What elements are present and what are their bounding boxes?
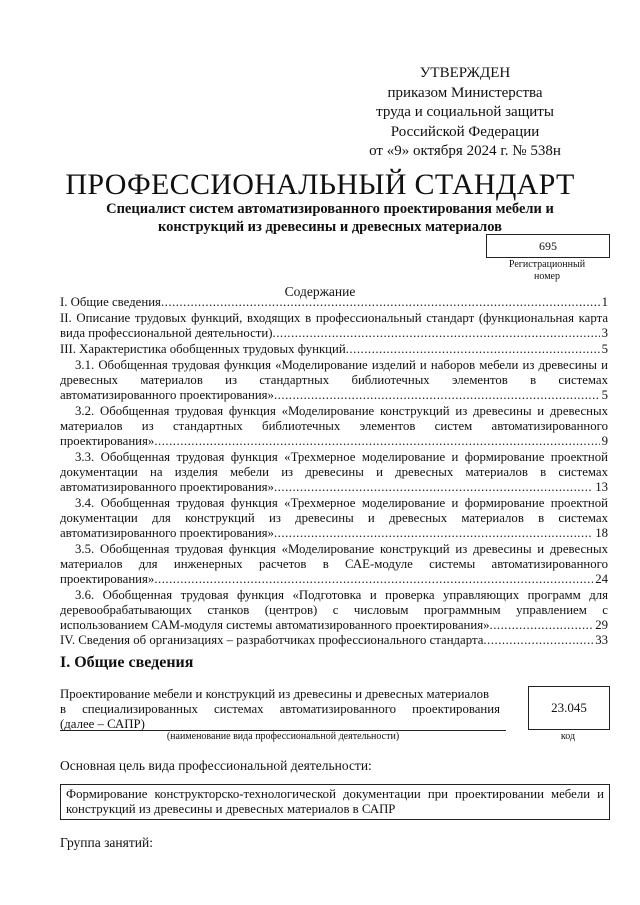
toc-entry-title[interactable]: документации для конструкций из древесины и древесных материалов в системах bbox=[60, 511, 608, 525]
toc-entry-title[interactable]: материалов для инженерных расчетов в САЕ-модуле системы автоматизированного bbox=[60, 557, 608, 571]
toc-entry-title: автоматизированного проектирования» bbox=[60, 480, 274, 494]
toc-entry-title: I. Общие сведения bbox=[60, 295, 161, 309]
toc-page-number: 1 bbox=[601, 295, 608, 309]
toc-entry[interactable] bbox=[60, 526, 608, 541]
toc-page-number: 29 bbox=[595, 618, 608, 632]
toc-entry[interactable] bbox=[60, 633, 608, 648]
toc-entry-title[interactable]: 3.4. Обобщенная трудовая функция «Трехмерное моделирование и формирование проектной bbox=[75, 496, 608, 510]
toc-leader bbox=[274, 480, 593, 495]
toc-entry-title: проектирования» bbox=[60, 572, 155, 586]
toc-entry-title: автоматизированного проектирования» bbox=[60, 526, 274, 540]
toc-leader bbox=[346, 342, 600, 357]
toc-entry-title: IV. Сведения об организациях – разработчиках профессионального стандарта bbox=[60, 633, 484, 647]
toc-leader bbox=[274, 388, 600, 403]
toc-page-number: 33 bbox=[595, 633, 608, 647]
document-title: ПРОФЕССИОНАЛЬНЫЙ СТАНДАРТ bbox=[65, 168, 575, 201]
toc-entry[interactable] bbox=[60, 295, 608, 310]
toc-page-number: 13 bbox=[595, 480, 608, 494]
approval-line: приказом Министерства bbox=[387, 84, 543, 101]
toc-leader bbox=[274, 526, 593, 541]
toc-entry[interactable] bbox=[60, 480, 608, 495]
goal-text bbox=[66, 787, 604, 817]
toc-entry-title: III. Характеристика обобщенных трудовых функций bbox=[60, 342, 346, 356]
toc-page-number: 5 bbox=[601, 388, 608, 402]
toc-page-number: 24 bbox=[595, 572, 608, 586]
registration-label-line: номер bbox=[534, 271, 560, 282]
code-caption: код bbox=[560, 731, 576, 742]
toc-entry-title: проектирования» bbox=[60, 434, 155, 448]
toc-entry[interactable] bbox=[60, 326, 608, 341]
toc-entry-title: вида профессиональной деятельности) bbox=[60, 326, 273, 340]
toc-page-number: 18 bbox=[595, 526, 608, 540]
registration-label-line: Регистрационный bbox=[508, 259, 586, 270]
toc-entry-title: использованием САМ-модуля системы автоматизированного проектирования» bbox=[60, 618, 490, 632]
approval-title: УТВЕРЖДЕН bbox=[419, 65, 511, 81]
occupation-line: (далее – САПР) bbox=[60, 717, 145, 731]
toc-entry-title: автоматизированного проектирования» bbox=[60, 388, 274, 402]
approval-date: от «9» октября 2024 г. № 538н bbox=[369, 143, 561, 159]
toc-entry[interactable] bbox=[60, 618, 608, 633]
registration-number-label bbox=[486, 259, 608, 283]
goal-line: Формирование конструкторско-технологической документации при проектировании мебели и bbox=[66, 787, 604, 801]
toc-page-number: 3 bbox=[601, 326, 608, 340]
toc-leader bbox=[490, 618, 594, 633]
toc-heading: Содержание bbox=[284, 284, 356, 299]
approval-line: труда и социальной защиты bbox=[376, 104, 554, 120]
toc-entry-title[interactable]: документации на изделия мебели из древесины и древесных материалов в системах bbox=[60, 465, 608, 479]
toc-entry[interactable] bbox=[60, 572, 608, 587]
goal-line: конструкций из древесины и древесных материалов в САПР bbox=[66, 802, 396, 816]
toc-entry-title[interactable]: 3.2. Обобщенная трудовая функция «Моделирование конструкций из древесины и древесных bbox=[75, 404, 608, 418]
toc-leader bbox=[161, 295, 600, 310]
occupation-code-box: 23.045 bbox=[528, 686, 610, 730]
toc-leader bbox=[154, 572, 593, 587]
goal-label: Основная цель вида профессиональной деятельности: bbox=[60, 758, 372, 773]
occupation-caption: (наименование вида профессиональной деятельности) bbox=[166, 731, 400, 742]
occupation-group-label: Группа занятий: bbox=[60, 835, 153, 850]
toc-entry-title[interactable]: древесных материалов из стандартных библиотечных элементов в системах bbox=[60, 373, 608, 387]
document-subtitle bbox=[60, 200, 600, 236]
approval-block bbox=[330, 64, 600, 162]
registration-number-box: 695 bbox=[486, 234, 610, 258]
subtitle-line: конструкций из древесины и древесных материалов bbox=[158, 219, 502, 235]
toc-entry-title[interactable]: 3.6. Обобщенная трудовая функция «Подготовка и проверка управляющих программ для bbox=[75, 588, 608, 602]
toc-entry-title[interactable]: 3.1. Обобщенная трудовая функция «Моделирование изделий и наборов мебели из древесины и bbox=[75, 358, 608, 372]
toc-leader bbox=[154, 434, 599, 449]
toc-entry[interactable] bbox=[60, 434, 608, 449]
toc-page-number: 9 bbox=[601, 434, 608, 448]
toc-entry-title[interactable]: 3.3. Обобщенная трудовая функция «Трехмерное моделирование и формирование проектной bbox=[75, 450, 608, 464]
toc-entry[interactable] bbox=[60, 388, 608, 403]
occupation-line: Проектирование мебели и конструкций из древесины и древесных материалов bbox=[60, 687, 490, 701]
toc-leader bbox=[483, 633, 593, 648]
section-heading: I. Общие сведения bbox=[60, 654, 194, 671]
subtitle-line: Специалист систем автоматизированного проектирования мебели и bbox=[106, 201, 554, 217]
toc-entry-title[interactable]: II. Описание трудовых функций, входящих в профессиональный стандарт (функциональная карта bbox=[60, 311, 608, 325]
toc-entry-title[interactable]: деревообрабатывающих станков (центров) с числовым программным управлением с bbox=[60, 603, 608, 617]
toc-leader bbox=[273, 326, 600, 341]
toc-entry-title[interactable]: материалов из стандартных библиотечных элементов систем автоматизированного bbox=[60, 419, 608, 433]
occupation-line: в специализированных системах автоматизированного проектирования bbox=[60, 702, 500, 716]
toc-page-number: 5 bbox=[601, 342, 608, 356]
approval-line: Российской Федерации bbox=[390, 123, 540, 140]
toc-entry-title[interactable]: 3.5. Обобщенная трудовая функция «Моделирование конструкций из древесины и древесных bbox=[75, 542, 608, 556]
toc-entry[interactable] bbox=[60, 342, 608, 357]
